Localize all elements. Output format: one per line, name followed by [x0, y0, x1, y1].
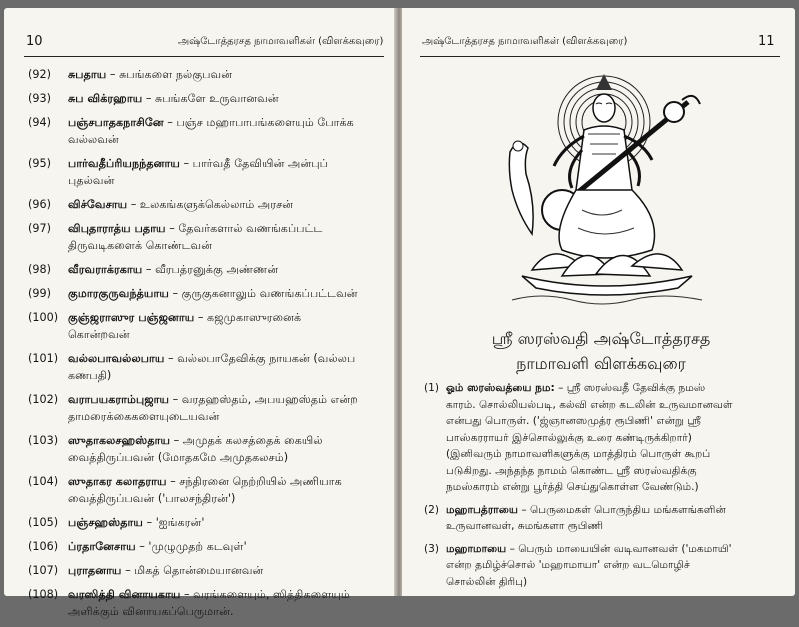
left-page-number: 10	[26, 34, 43, 49]
entry-number: (98)	[28, 263, 51, 276]
right-page-header: அஷ்டோத்தரசத நாமாவளிகள் (விளக்கவுரை)	[422, 36, 628, 47]
entry-meaning: – சுபங்களே உருவானவன்	[142, 92, 279, 105]
entry-continuation: நமஸ்காரம் என்று பூர்த்தி செய்துகொள்ள வேண்டும்.)	[446, 481, 699, 493]
entry-meaning: – வரங்களையும், ஸித்திகளையும்	[180, 588, 350, 601]
entry-number: (107)	[28, 564, 59, 577]
entry-continuation: வைத்திருப்பவன் (மோதகமே அமுதகலசம்)	[68, 451, 289, 464]
entry-name: வீரவராக்ரகாய	[68, 263, 143, 276]
entry-number: (97)	[28, 222, 51, 235]
entry-name: ப்ரதானேசாய	[68, 540, 136, 553]
list-item	[28, 114, 388, 148]
entry-name: ஓம் ஸரஸ்வத்யை நம:	[446, 382, 555, 394]
saraswati-illustration-icon	[492, 70, 722, 310]
left-page	[4, 8, 396, 618]
entry-name: ஸுதாகர கலாதராய	[68, 475, 167, 488]
entry-continuation: வைத்திருப்பவன் ('பாலசந்திரன்')	[68, 492, 236, 505]
entry-continuation: கணபதி)	[68, 369, 112, 382]
entry-number: (95)	[28, 157, 51, 170]
entry-meaning: – வல்லபாதேவிக்கு நாயகன் (வல்லப	[164, 352, 356, 365]
entry-number: (92)	[28, 68, 51, 81]
entry-meaning: – சந்திரனை நெற்றியில் அணியாக	[166, 475, 342, 488]
list-item	[28, 309, 388, 343]
entry-name: பஞ்சஹஸ்தாய	[68, 516, 143, 529]
entry-number: (3)	[424, 542, 440, 555]
entry-number: (104)	[28, 475, 59, 488]
section-title-line-2: நாமாவளி விளக்கவுரை	[516, 354, 686, 373]
entry-continuation: காரம். சொல்லியல்படி, கல்வி என்ற கடலின் உருவமானவள்	[446, 398, 733, 411]
entry-meaning: – பார்வதீ தேவியின் அன்புப்	[179, 157, 328, 170]
entry-continuation: அளிக்கும் வினாயகப்பெருமான்.	[68, 605, 234, 618]
entry-number: (99)	[28, 287, 51, 300]
entry-number: (94)	[28, 116, 51, 129]
entry-name: பஞ்சபாதகநாசினே	[68, 116, 164, 129]
list-item	[424, 502, 789, 535]
list-item	[28, 586, 388, 620]
entry-number: (93)	[28, 92, 51, 105]
entry-continuation: புதல்வன்	[68, 174, 115, 187]
left-entries-list	[28, 66, 388, 627]
list-item	[28, 196, 388, 213]
entry-continuation: பாஸ்கரராயர் இச்சொல்லுக்கு உரை கண்டிருக்கிறார்)	[446, 431, 692, 444]
list-item	[424, 380, 789, 496]
entry-continuation: என்ற தமிழ்ச்சொல் 'மஹாமாயா' என்ற வடமொழிச்	[446, 559, 690, 571]
entry-meaning: – உலகங்களுக்கெல்லாம் அரசன்	[127, 198, 294, 211]
right-page-number: 11	[758, 34, 775, 49]
list-item	[424, 541, 789, 591]
entry-meaning: – தேவர்களால் வணங்கப்பட்ட	[165, 222, 323, 235]
entry-number: (106)	[28, 540, 59, 553]
entry-number: (103)	[28, 434, 59, 447]
entry-continuation: வல்லவன்	[68, 133, 119, 146]
list-item	[28, 261, 388, 278]
list-item	[28, 285, 388, 302]
entry-name: சுபதாய	[68, 68, 107, 81]
entry-name: மஹாமாயை	[446, 542, 507, 555]
entry-continuation: உருவானவள், சுமங்களா ரூபிணி	[446, 520, 604, 532]
entry-meaning: – மிகத் தொன்மையானவன்	[121, 564, 264, 577]
entry-number: (2)	[424, 503, 440, 516]
right-entries-list	[424, 380, 789, 596]
list-item	[28, 514, 388, 531]
entry-name: குமாரகுருவந்த்யாய	[68, 287, 169, 300]
entry-meaning: – ஸ்ரீ ஸரஸ்வதீ தேவிக்கு நமஸ்	[554, 382, 706, 394]
entry-name: பார்வதீப்ரியநந்தனாய	[68, 157, 180, 170]
left-header-rule	[24, 56, 384, 57]
entry-number: (105)	[28, 516, 59, 529]
list-item	[28, 90, 388, 107]
entry-number: (102)	[28, 393, 59, 406]
entry-meaning: – குருகுகனாலும் வணங்கப்பட்டவன்	[168, 287, 358, 300]
entry-continuation: சொல்லின் திரிபு)	[446, 575, 528, 588]
list-item	[28, 473, 388, 507]
entry-name: ஸுதாகலசஹஸ்தாய	[68, 434, 171, 447]
entry-meaning: – வரதஹஸ்தம், அபயஹஸ்தம் என்ற	[169, 393, 358, 406]
entry-meaning: – பெருமைகள் பொருந்திய மங்களங்களின்	[517, 503, 726, 516]
list-item	[28, 155, 388, 189]
list-item	[28, 538, 388, 555]
entry-meaning: – பெரும் மாயையின் வடிவானவள் ('மகமாயி'	[506, 542, 732, 555]
entry-number: (108)	[28, 588, 59, 601]
list-item	[28, 66, 388, 83]
entry-name: விபுதாராத்ய பதாய	[68, 222, 166, 235]
entry-meaning: – 'ஐங்கரன்'	[143, 516, 205, 529]
left-page-header: அஷ்டோத்தரசத நாமாவளிகள் (விளக்கவுரை)	[178, 36, 384, 47]
entry-meaning: – கஜமுகாஸுரனைக்	[194, 311, 302, 324]
entry-continuation: திருவடிகளைக் கொண்டவன்	[68, 239, 213, 252]
list-item	[28, 562, 388, 579]
entry-name: வரஸித்தி வினாயகாய	[68, 588, 181, 601]
entry-name: சுப விக்ரஹாய	[68, 92, 143, 105]
entry-number: (101)	[28, 352, 59, 365]
list-item	[28, 432, 388, 466]
entry-continuation: கொன்றவன்	[68, 328, 130, 341]
entry-meaning: – 'முழுமுதற் கடவுள்'	[135, 540, 247, 553]
right-header-rule	[420, 56, 780, 57]
entry-name: விச்வேசாய	[68, 198, 128, 211]
entry-name: மஹாபத்ராயை	[446, 503, 518, 516]
entry-name: குஞ்ஜராஸுர பஞ்ஜனாய	[68, 311, 195, 324]
section-title-line-1: ஸ்ரீ ஸரஸ்வதி அஷ்டோத்தரசத	[491, 329, 711, 348]
entry-meaning: – வீரபத்ரனுக்கு அண்ணன்	[142, 263, 279, 276]
entry-continuation: படுகிறது. அந்தந்த நாமம் கொண்ட ஸ்ரீ ஸரஸ்வதிக்கு	[446, 464, 697, 477]
list-item	[28, 391, 388, 425]
entry-number: (96)	[28, 198, 51, 211]
entry-meaning: – அமுதக் கலசத்தைக் கையில்	[170, 434, 323, 447]
entry-number: (100)	[28, 311, 59, 324]
entry-continuation: என்பது பொருள். ('ஜ்ஞானஸமுத்ர ரூபிணி' என்று ஸ்ரீ	[446, 415, 701, 427]
entry-meaning: – பஞ்ச மஹாபாபங்களையும் போக்க	[163, 116, 354, 129]
entry-continuation: தாமரைக்கைகளையுடையவன்	[68, 410, 220, 423]
entry-number: (1)	[424, 382, 440, 394]
right-page	[402, 8, 795, 596]
entry-name: வராபயகராம்புஜாய	[68, 393, 170, 406]
section-title	[416, 326, 786, 376]
entry-continuation: (இனிவரும் நாமாவளிகளுக்கு மாத்திரம் பொருள் கூறப்	[446, 448, 711, 460]
list-item	[28, 350, 388, 384]
entry-name: புராதனாய	[68, 564, 122, 577]
entry-name: வல்லபாவல்லபாய	[68, 352, 165, 365]
entry-meaning: – சுபங்களை நல்குபவன்	[106, 68, 233, 81]
list-item	[28, 220, 388, 254]
